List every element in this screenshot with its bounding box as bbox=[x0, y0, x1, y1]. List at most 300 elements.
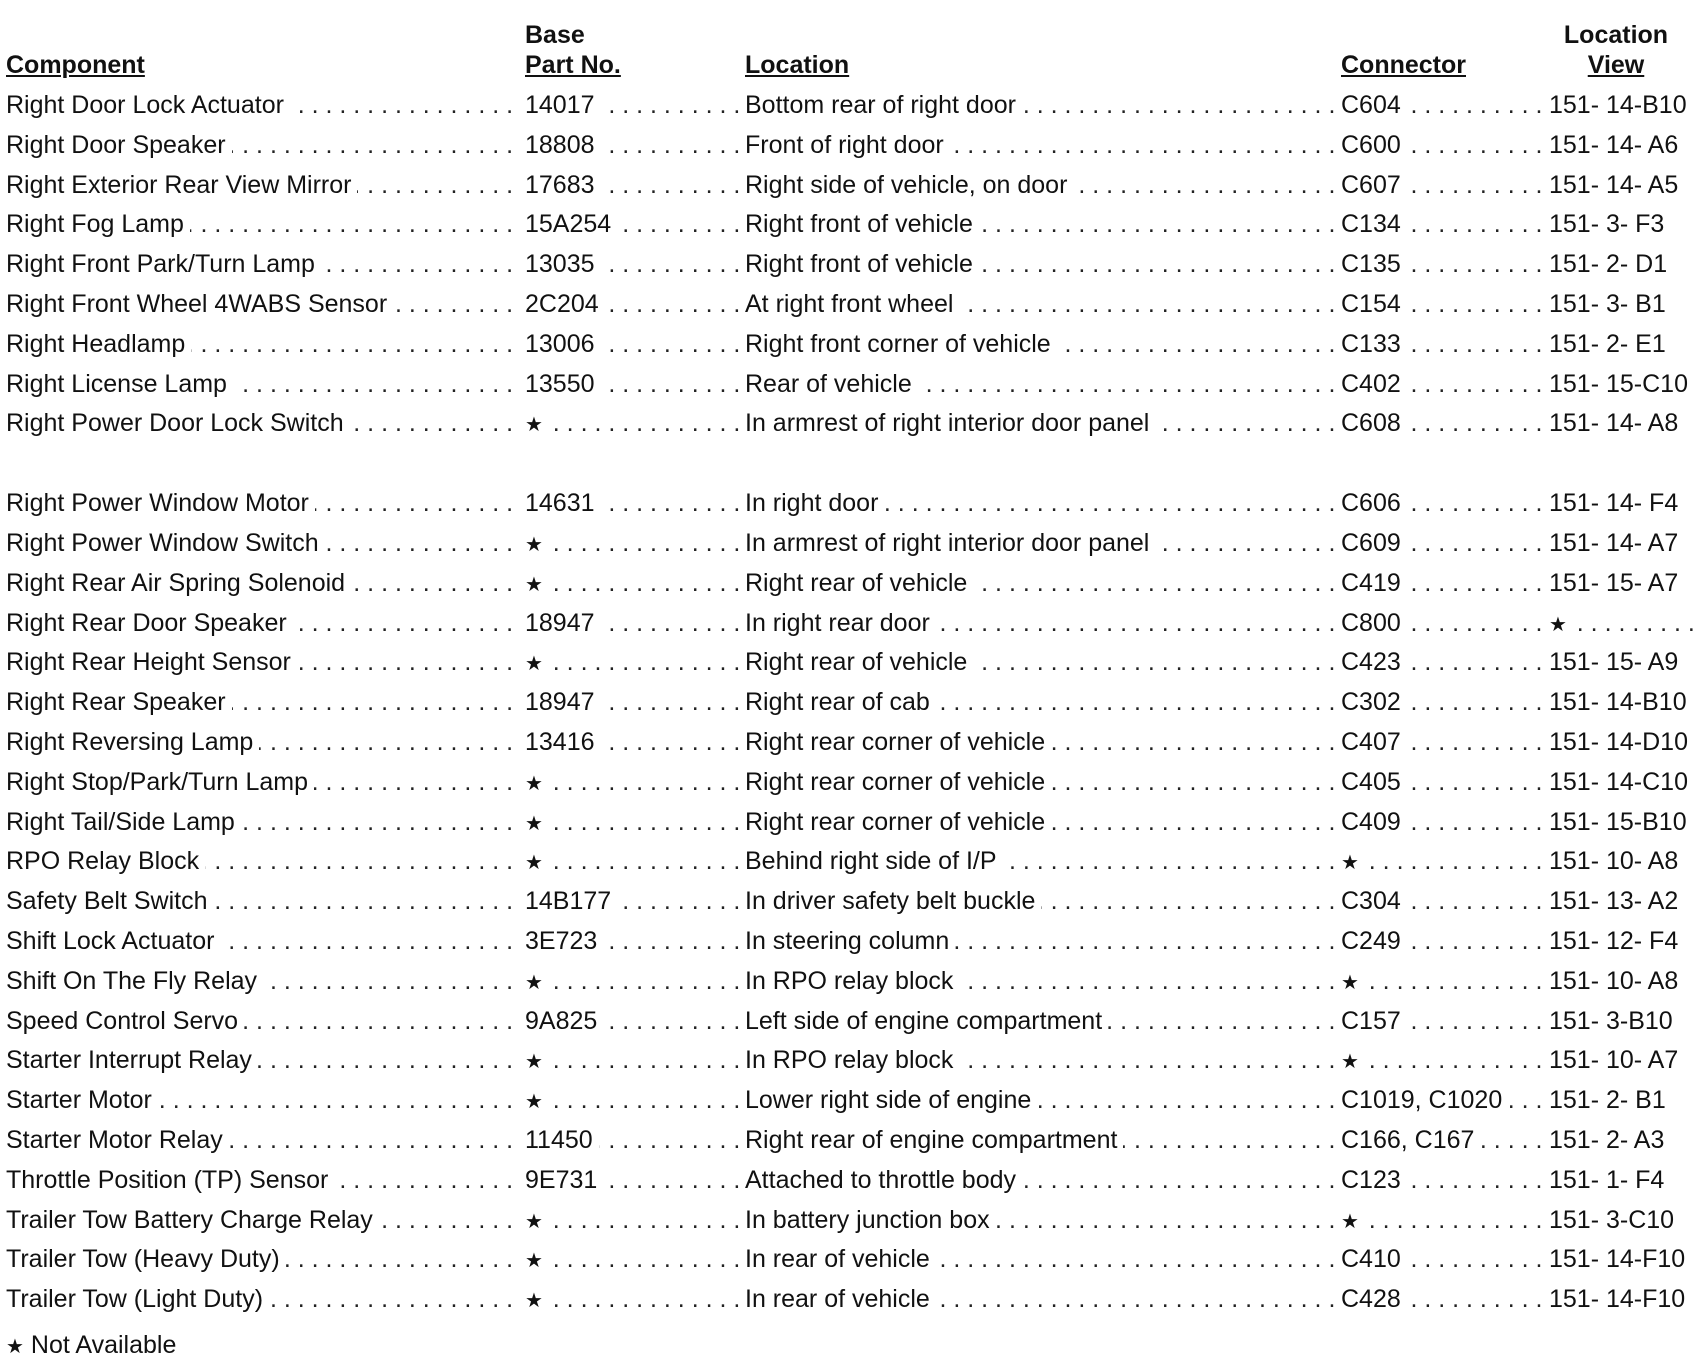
table-row bbox=[6, 842, 1696, 882]
cell-view bbox=[1549, 1002, 1696, 1042]
cell-connector-text: C607 bbox=[1341, 171, 1407, 199]
cell-view-text: 151- 3-B10 bbox=[1549, 1007, 1679, 1035]
cell-connector bbox=[1341, 683, 1546, 723]
cell-part-text: ★ bbox=[525, 653, 549, 675]
cell-connector bbox=[1341, 285, 1546, 325]
cell-part bbox=[525, 1201, 739, 1243]
cell-part-text: ★ bbox=[525, 813, 549, 835]
table-row bbox=[6, 643, 1696, 683]
cell-connector-text: C249 bbox=[1341, 927, 1407, 955]
cell-view bbox=[1549, 126, 1696, 166]
table-row bbox=[6, 404, 1696, 444]
cell-view-text: 151- 10- A8 bbox=[1549, 967, 1684, 995]
cell-view bbox=[1549, 285, 1696, 325]
header-connector bbox=[1341, 50, 1466, 80]
cell-location bbox=[745, 723, 1335, 763]
cell-view-text: 151- 10- A8 bbox=[1549, 847, 1684, 875]
cell-connector-text: C609 bbox=[1341, 529, 1407, 557]
header-view-top-label: Location bbox=[1563, 21, 1669, 49]
cell-part-text: ★ bbox=[525, 1051, 549, 1073]
table-row bbox=[6, 803, 1696, 843]
cell-component-text: Trailer Tow Battery Charge Relay bbox=[6, 1206, 379, 1234]
cell-connector bbox=[1341, 1201, 1546, 1243]
cell-view-text: 151- 14-F10 bbox=[1549, 1285, 1691, 1313]
cell-part bbox=[525, 803, 739, 845]
cell-part-text: 9A825 bbox=[525, 1007, 603, 1035]
cell-location-text: Right rear of cab bbox=[745, 688, 936, 716]
table-row bbox=[6, 166, 1696, 206]
cell-component bbox=[6, 683, 516, 723]
table-row bbox=[6, 1280, 1696, 1320]
cell-location-text: In right rear door bbox=[745, 609, 936, 637]
cell-view bbox=[1549, 404, 1696, 444]
cell-component bbox=[6, 1002, 516, 1042]
cell-component-text: Shift Lock Actuator bbox=[6, 927, 220, 955]
cell-part bbox=[525, 882, 739, 922]
cell-location bbox=[745, 1240, 1335, 1280]
table-row bbox=[6, 285, 1696, 325]
cell-view-text: 151- 14- A5 bbox=[1549, 171, 1684, 199]
table-row bbox=[6, 365, 1696, 405]
header-location-label: Location bbox=[745, 51, 850, 79]
cell-part-text: ★ bbox=[525, 1250, 549, 1272]
cell-part-text: 18947 bbox=[525, 609, 601, 637]
cell-part bbox=[525, 86, 739, 126]
cell-view-text: 151- 2- D1 bbox=[1549, 250, 1673, 278]
cell-connector-text: ★ bbox=[1341, 972, 1365, 994]
cell-view-text: 151- 15-C10 bbox=[1549, 370, 1694, 398]
cell-part bbox=[525, 1121, 739, 1161]
cell-location-text: Front of right door bbox=[745, 131, 950, 159]
cell-location bbox=[745, 404, 1335, 444]
cell-component-text: Throttle Position (TP) Sensor bbox=[6, 1166, 334, 1194]
cell-connector-text: C166, C167 bbox=[1341, 1126, 1480, 1154]
cell-part bbox=[525, 763, 739, 805]
cell-connector-text: ★ bbox=[1341, 852, 1365, 874]
cell-view bbox=[1549, 643, 1696, 683]
cell-connector-text: C157 bbox=[1341, 1007, 1407, 1035]
cell-component bbox=[6, 763, 516, 803]
cell-component bbox=[6, 564, 516, 604]
cell-view-text: 151- 2- B1 bbox=[1549, 1086, 1672, 1114]
cell-part-text: ★ bbox=[525, 1091, 549, 1113]
cell-location bbox=[745, 1002, 1335, 1042]
cell-part-text: 3E723 bbox=[525, 927, 603, 955]
cell-part-text: 13035 bbox=[525, 250, 601, 278]
cell-view-text: 151- 2- A3 bbox=[1549, 1126, 1670, 1154]
cell-view-text: 151- 3- F3 bbox=[1549, 210, 1670, 238]
table-row bbox=[6, 1161, 1696, 1201]
cell-part-text: ★ bbox=[525, 1290, 549, 1312]
cell-location-text: In steering column bbox=[745, 927, 955, 955]
cell-part-text: ★ bbox=[525, 1211, 549, 1233]
footnote-text: Not Available bbox=[30, 1331, 177, 1359]
cell-part-text: 14B177 bbox=[525, 887, 617, 915]
cell-view bbox=[1549, 524, 1696, 564]
cell-connector-text: C800 bbox=[1341, 609, 1407, 637]
cell-location-text: Rear of vehicle bbox=[745, 370, 918, 398]
cell-component-text: Starter Interrupt Relay bbox=[6, 1046, 258, 1074]
cell-location bbox=[745, 524, 1335, 564]
cell-location-text: Right rear corner of vehicle bbox=[745, 728, 1051, 756]
cell-location bbox=[745, 643, 1335, 683]
cell-location bbox=[745, 484, 1335, 524]
cell-component-text: Right Door Speaker bbox=[6, 131, 232, 159]
cell-location bbox=[745, 1280, 1335, 1320]
cell-view-text: 151- 2- E1 bbox=[1549, 330, 1672, 358]
cell-component-text: Speed Control Servo bbox=[6, 1007, 244, 1035]
cell-view bbox=[1549, 1041, 1696, 1081]
cell-component-text: Shift On The Fly Relay bbox=[6, 967, 263, 995]
cell-connector bbox=[1341, 842, 1546, 884]
cell-connector bbox=[1341, 564, 1546, 604]
cell-location bbox=[745, 922, 1335, 962]
cell-component bbox=[6, 842, 516, 882]
cell-location bbox=[745, 604, 1335, 644]
cell-connector bbox=[1341, 1161, 1546, 1201]
cell-connector-text: C405 bbox=[1341, 768, 1407, 796]
table-row bbox=[6, 325, 1696, 365]
cell-part-text: 13006 bbox=[525, 330, 601, 358]
cell-part bbox=[525, 285, 739, 325]
header-part-top-label: Base bbox=[525, 21, 585, 49]
cell-view-text: 151- 14-B10 bbox=[1549, 91, 1693, 119]
cell-connector-text: C428 bbox=[1341, 1285, 1407, 1313]
cell-component-text: Right Power Door Lock Switch bbox=[6, 409, 350, 437]
star-icon: ★ bbox=[6, 1336, 24, 1358]
cell-view-text: 151- 3- B1 bbox=[1549, 290, 1672, 318]
cell-location-text: Right rear of vehicle bbox=[745, 569, 973, 597]
cell-location bbox=[745, 803, 1335, 843]
cell-part bbox=[525, 842, 739, 884]
cell-view-text: 151- 15- A9 bbox=[1549, 648, 1684, 676]
cell-location-text: Attached to throttle body bbox=[745, 1166, 1022, 1194]
cell-component-text: Trailer Tow (Light Duty) bbox=[6, 1285, 269, 1313]
table-row bbox=[6, 683, 1696, 723]
cell-location-text: Right rear of vehicle bbox=[745, 648, 973, 676]
cell-component-text: Right Headlamp bbox=[6, 330, 191, 358]
cell-part bbox=[525, 1240, 739, 1282]
cell-component-text: Right Rear Air Spring Solenoid bbox=[6, 569, 351, 597]
cell-component-text: Right Power Window Switch bbox=[6, 529, 325, 557]
cell-part-text: ★ bbox=[525, 574, 549, 596]
table-row bbox=[6, 524, 1696, 564]
cell-view bbox=[1549, 365, 1696, 405]
cell-location-text: Right front of vehicle bbox=[745, 210, 979, 238]
cell-part-text: 17683 bbox=[525, 171, 601, 199]
cell-location-text: At right front wheel bbox=[745, 290, 959, 318]
cell-view bbox=[1549, 1121, 1696, 1161]
cell-connector bbox=[1341, 325, 1546, 365]
cell-view-text: 151- 3-C10 bbox=[1549, 1206, 1680, 1234]
cell-component bbox=[6, 325, 516, 365]
table-row bbox=[6, 1081, 1696, 1121]
cell-component-text: Right Rear Height Sensor bbox=[6, 648, 297, 676]
header-part-label: Part No. bbox=[525, 51, 621, 79]
cell-component bbox=[6, 1161, 516, 1201]
header-view-label: View bbox=[1587, 51, 1645, 79]
cell-location bbox=[745, 882, 1335, 922]
cell-connector-text: C304 bbox=[1341, 887, 1407, 915]
cell-component bbox=[6, 484, 516, 524]
cell-view bbox=[1549, 245, 1696, 285]
cell-component bbox=[6, 86, 516, 126]
cell-part-text: 11450 bbox=[525, 1126, 599, 1154]
cell-connector bbox=[1341, 126, 1546, 166]
cell-component bbox=[6, 922, 516, 962]
cell-connector bbox=[1341, 1041, 1546, 1083]
table-row bbox=[6, 882, 1696, 922]
table-row bbox=[6, 1002, 1696, 1042]
cell-component bbox=[6, 365, 516, 405]
cell-component bbox=[6, 245, 516, 285]
cell-connector-text: C410 bbox=[1341, 1245, 1407, 1273]
cell-part bbox=[525, 1280, 739, 1322]
cell-location bbox=[745, 1161, 1335, 1201]
cell-connector-text: C409 bbox=[1341, 808, 1407, 836]
header-connector-label: Connector bbox=[1341, 51, 1466, 79]
cell-connector bbox=[1341, 882, 1546, 922]
cell-view-text: 151- 14- A8 bbox=[1549, 409, 1684, 437]
cell-location-text: In battery junction box bbox=[745, 1206, 996, 1234]
cell-component-text: Right Door Lock Actuator bbox=[6, 91, 290, 119]
table-row bbox=[6, 205, 1696, 245]
cell-connector bbox=[1341, 245, 1546, 285]
table-row bbox=[6, 1041, 1696, 1081]
cell-view bbox=[1549, 922, 1696, 962]
table-row bbox=[6, 564, 1696, 604]
cell-component bbox=[6, 803, 516, 843]
cell-part-text: 18947 bbox=[525, 688, 601, 716]
cell-view-text: 151- 14-C10 bbox=[1549, 768, 1694, 796]
cell-connector-text: ★ bbox=[1341, 1051, 1365, 1073]
cell-part bbox=[525, 723, 739, 763]
cell-part-text: 18808 bbox=[525, 131, 601, 159]
cell-connector bbox=[1341, 723, 1546, 763]
cell-view bbox=[1549, 166, 1696, 206]
cell-connector-text: C600 bbox=[1341, 131, 1407, 159]
table-row bbox=[6, 245, 1696, 285]
cell-view-text: 151- 14-D10 bbox=[1549, 728, 1694, 756]
cell-location bbox=[745, 166, 1335, 206]
cell-view bbox=[1549, 1081, 1696, 1121]
cell-part bbox=[525, 126, 739, 166]
cell-location-text: Right front of vehicle bbox=[745, 250, 979, 278]
cell-location bbox=[745, 365, 1335, 405]
cell-component-text: Right Reversing Lamp bbox=[6, 728, 259, 756]
cell-part bbox=[525, 1002, 739, 1042]
cell-connector bbox=[1341, 962, 1546, 1004]
cell-part-text: 14017 bbox=[525, 91, 601, 119]
cell-location bbox=[745, 1081, 1335, 1121]
cell-part-text: ★ bbox=[525, 972, 549, 994]
cell-part bbox=[525, 922, 739, 962]
cell-view-text: 151- 14- F4 bbox=[1549, 489, 1684, 517]
cell-location bbox=[745, 842, 1335, 882]
cell-connector-text: C302 bbox=[1341, 688, 1407, 716]
cell-part-text: 9E731 bbox=[525, 1166, 603, 1194]
table-row bbox=[6, 86, 1696, 126]
cell-connector bbox=[1341, 205, 1546, 245]
cell-location bbox=[745, 962, 1335, 1002]
cell-component bbox=[6, 962, 516, 1002]
cell-location-text: In RPO relay block bbox=[745, 1046, 959, 1074]
cell-view-text: 151- 14-F10 bbox=[1549, 1245, 1691, 1273]
cell-view-text: 151- 1- F4 bbox=[1549, 1166, 1670, 1194]
cell-connector bbox=[1341, 365, 1546, 405]
cell-part-text: 14631 bbox=[525, 489, 601, 517]
cell-location bbox=[745, 1121, 1335, 1161]
cell-component-text: Starter Motor Relay bbox=[6, 1126, 229, 1154]
header-component-label: Component bbox=[6, 51, 145, 79]
cell-connector-text: C134 bbox=[1341, 210, 1407, 238]
cell-part-text: 13550 bbox=[525, 370, 601, 398]
cell-view bbox=[1549, 1161, 1696, 1201]
cell-connector-text: C407 bbox=[1341, 728, 1407, 756]
table-row bbox=[6, 962, 1696, 1002]
cell-view bbox=[1549, 604, 1696, 646]
cell-part bbox=[525, 205, 739, 245]
cell-component-text: Starter Motor bbox=[6, 1086, 158, 1114]
cell-view bbox=[1549, 325, 1696, 365]
cell-view bbox=[1549, 86, 1696, 126]
cell-connector bbox=[1341, 922, 1546, 962]
cell-location-text: In rear of vehicle bbox=[745, 1245, 936, 1273]
cell-location bbox=[745, 285, 1335, 325]
cell-location-text: In RPO relay block bbox=[745, 967, 959, 995]
cell-view bbox=[1549, 842, 1696, 882]
table-header bbox=[6, 10, 1696, 80]
cell-connector-text: C123 bbox=[1341, 1166, 1407, 1194]
cell-component bbox=[6, 1041, 516, 1081]
cell-part bbox=[525, 524, 739, 566]
cell-location-text: Bottom rear of right door bbox=[745, 91, 1022, 119]
cell-part bbox=[525, 166, 739, 206]
cell-part bbox=[525, 962, 739, 1004]
cell-connector-text: C154 bbox=[1341, 290, 1407, 318]
cell-part-text: ★ bbox=[525, 414, 549, 436]
cell-location bbox=[745, 245, 1335, 285]
cell-component-text: Right Front Park/Turn Lamp bbox=[6, 250, 321, 278]
cell-connector bbox=[1341, 1002, 1546, 1042]
cell-part bbox=[525, 1161, 739, 1201]
cell-view-text: 151- 14- A7 bbox=[1549, 529, 1684, 557]
cell-component bbox=[6, 205, 516, 245]
cell-location-text: Right rear of engine compartment bbox=[745, 1126, 1123, 1154]
cell-location bbox=[745, 126, 1335, 166]
cell-connector-text: C1019, C1020 bbox=[1341, 1086, 1508, 1114]
cell-view bbox=[1549, 205, 1696, 245]
cell-connector-text: C608 bbox=[1341, 409, 1407, 437]
cell-connector bbox=[1341, 763, 1546, 803]
table-row bbox=[6, 763, 1696, 803]
cell-part-text: ★ bbox=[525, 773, 549, 795]
cell-component bbox=[6, 524, 516, 564]
cell-connector-text: C606 bbox=[1341, 489, 1407, 517]
cell-view-text: 151- 14- A6 bbox=[1549, 131, 1684, 159]
cell-location-text: Right front corner of vehicle bbox=[745, 330, 1057, 358]
cell-location-text: Right rear corner of vehicle bbox=[745, 768, 1051, 796]
cell-part-text: ★ bbox=[525, 534, 549, 556]
cell-component bbox=[6, 1121, 516, 1161]
cell-part bbox=[525, 245, 739, 285]
cell-connector bbox=[1341, 643, 1546, 683]
cell-view bbox=[1549, 564, 1696, 604]
cell-connector bbox=[1341, 484, 1546, 524]
cell-part bbox=[525, 1041, 739, 1083]
cell-view bbox=[1549, 723, 1696, 763]
parts-location-table bbox=[6, 0, 1696, 1360]
cell-part bbox=[525, 1081, 739, 1123]
cell-view-text: 151- 13- A2 bbox=[1549, 887, 1684, 915]
cell-view bbox=[1549, 803, 1696, 843]
cell-connector bbox=[1341, 1081, 1546, 1121]
cell-part bbox=[525, 564, 739, 606]
cell-view-text: 151- 12- F4 bbox=[1549, 927, 1684, 955]
cell-connector bbox=[1341, 404, 1546, 444]
cell-component-text: Right Rear Speaker bbox=[6, 688, 232, 716]
cell-part-text: 13416 bbox=[525, 728, 601, 756]
cell-part-text: 15A254 bbox=[525, 210, 617, 238]
cell-component-text: Right Front Wheel 4WABS Sensor bbox=[6, 290, 393, 318]
table-row bbox=[6, 604, 1696, 644]
cell-location bbox=[745, 1201, 1335, 1241]
cell-location-text: Right side of vehicle, on door bbox=[745, 171, 1073, 199]
cell-component bbox=[6, 1280, 516, 1320]
cell-connector-text: ★ bbox=[1341, 1211, 1365, 1233]
cell-component bbox=[6, 1201, 516, 1241]
cell-location bbox=[745, 683, 1335, 723]
cell-location bbox=[745, 325, 1335, 365]
cell-component-text: Safety Belt Switch bbox=[6, 887, 213, 915]
cell-component bbox=[6, 604, 516, 644]
cell-part-text: 2C204 bbox=[525, 290, 605, 318]
cell-connector bbox=[1341, 166, 1546, 206]
cell-connector-text: C419 bbox=[1341, 569, 1407, 597]
cell-connector-text: C135 bbox=[1341, 250, 1407, 278]
cell-component bbox=[6, 723, 516, 763]
table-row bbox=[6, 723, 1696, 763]
cell-component bbox=[6, 404, 516, 444]
cell-view bbox=[1549, 763, 1696, 803]
cell-view bbox=[1549, 1240, 1696, 1280]
cell-connector bbox=[1341, 524, 1546, 564]
header-location bbox=[745, 50, 849, 80]
cell-connector-text: C604 bbox=[1341, 91, 1407, 119]
cell-location-text: Behind right side of I/P bbox=[745, 847, 1003, 875]
cell-view bbox=[1549, 683, 1696, 723]
cell-part bbox=[525, 604, 739, 644]
header-component bbox=[6, 50, 145, 80]
cell-part bbox=[525, 325, 739, 365]
cell-component-text: RPO Relay Block bbox=[6, 847, 205, 875]
cell-location-text: In driver safety belt buckle bbox=[745, 887, 1041, 915]
cell-component-text: Right License Lamp bbox=[6, 370, 233, 398]
cell-component-text: Right Rear Door Speaker bbox=[6, 609, 293, 637]
cell-view bbox=[1549, 1280, 1696, 1320]
cell-component-text: Trailer Tow (Heavy Duty) bbox=[6, 1245, 286, 1273]
cell-part-text: ★ bbox=[525, 852, 549, 874]
cell-location-text: In armrest of right interior door panel bbox=[745, 409, 1155, 437]
cell-view bbox=[1549, 962, 1696, 1002]
footnote bbox=[6, 1330, 176, 1362]
cell-component bbox=[6, 285, 516, 325]
cell-view bbox=[1549, 484, 1696, 524]
cell-component bbox=[6, 1081, 516, 1121]
cell-connector bbox=[1341, 803, 1546, 843]
cell-view-text: 151- 15-B10 bbox=[1549, 808, 1693, 836]
cell-connector-text: C133 bbox=[1341, 330, 1407, 358]
